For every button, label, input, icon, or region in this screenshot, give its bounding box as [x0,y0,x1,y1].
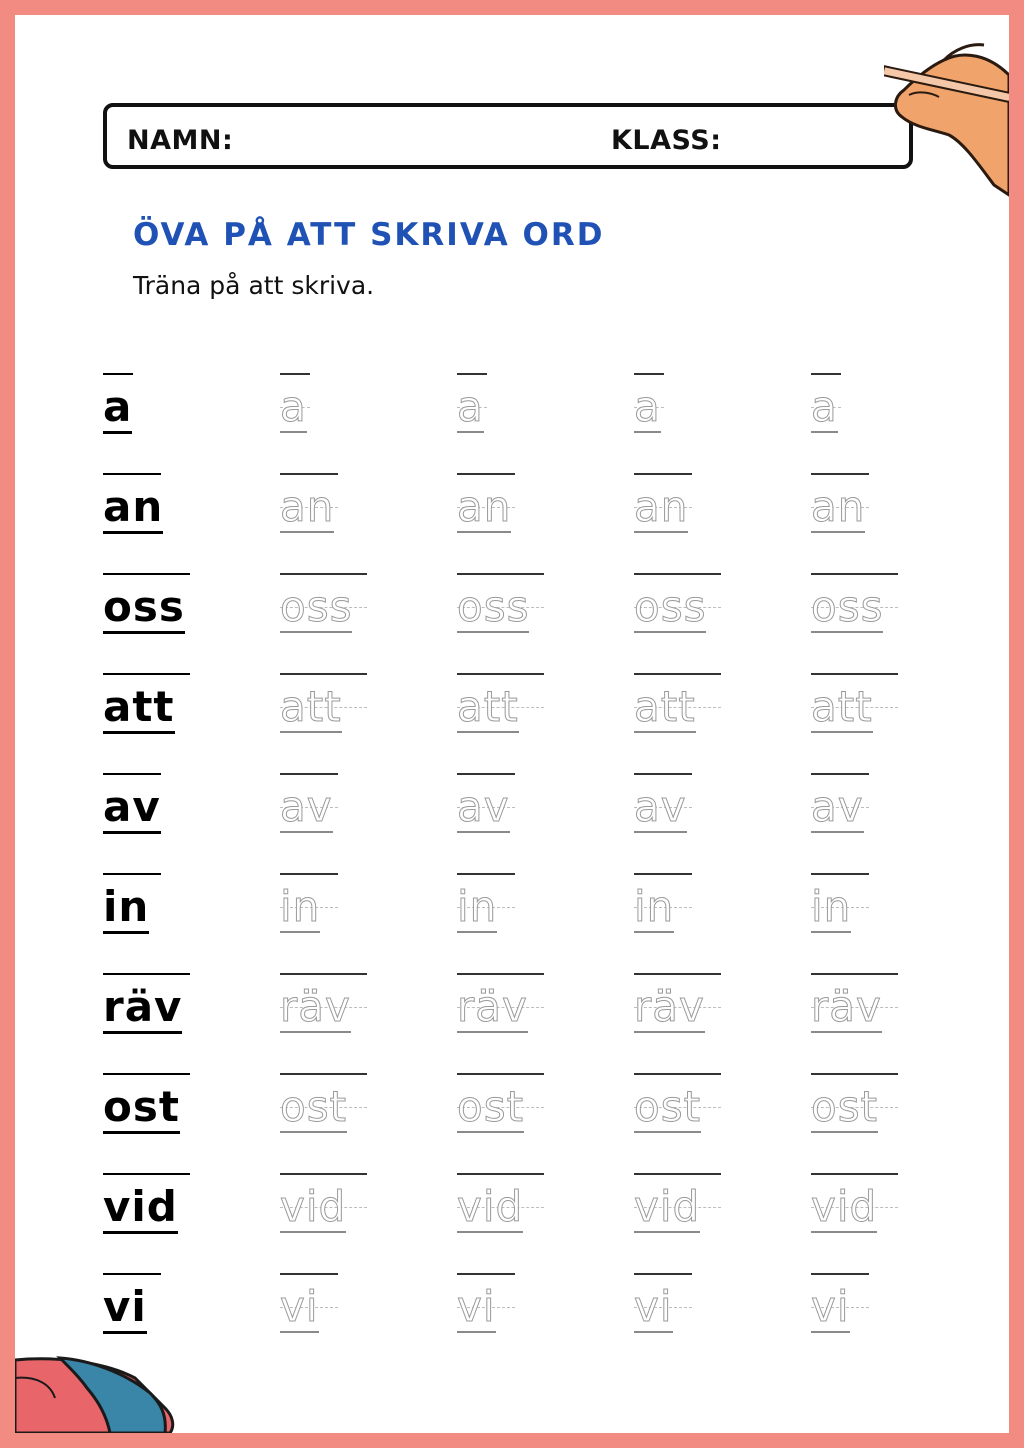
trace-word[interactable]: an [280,482,335,531]
trace-word[interactable]: ost [457,1082,525,1131]
trace-top-line [634,1073,721,1075]
trace-word[interactable]: ost [811,1082,879,1131]
trace-top-line [280,773,338,775]
trace-word[interactable]: oss [634,582,707,631]
trace-top-line [634,373,664,375]
trace-top-line [280,473,338,475]
trace-word[interactable]: in [634,882,675,931]
trace-word[interactable]: ost [280,1082,348,1131]
trace-word[interactable]: vi [280,1282,319,1331]
model-word: räv [103,983,182,1034]
trace-word[interactable]: vi [811,1282,850,1331]
model-top-line [103,1173,190,1175]
model-top-line [103,873,161,875]
trace-word[interactable]: av [457,782,510,831]
model-top-line [103,973,190,975]
trace-top-line [457,873,515,875]
trace-word[interactable]: räv [280,982,351,1031]
trace-top-line [634,673,721,675]
trace-word[interactable]: oss [457,582,530,631]
trace-word[interactable]: a [280,382,307,431]
trace-top-line [634,473,692,475]
worksheet-page [15,15,1009,1433]
trace-top-line [811,873,869,875]
trace-top-line [457,373,487,375]
trace-top-line [280,1173,367,1175]
trace-word[interactable]: att [811,682,873,731]
trace-word[interactable]: vid [811,1182,878,1231]
trace-top-line [280,573,367,575]
model-word: an [103,483,163,534]
model-word: av [103,783,161,834]
trace-top-line [634,573,721,575]
trace-top-line [811,573,898,575]
instruction-text: Träna på att skriva. [133,271,375,300]
crayon-icon [15,1348,185,1433]
model-top-line [103,573,190,575]
model-word: a [103,383,132,434]
trace-word[interactable]: att [634,682,696,731]
trace-top-line [280,973,367,975]
trace-word[interactable]: vid [634,1182,701,1231]
trace-word[interactable]: an [634,482,689,531]
trace-top-line [811,473,869,475]
trace-top-line [811,673,898,675]
trace-top-line [280,673,367,675]
trace-top-line [457,1073,544,1075]
trace-top-line [811,973,898,975]
model-word: vid [103,1183,178,1234]
trace-word[interactable]: a [811,382,838,431]
trace-word[interactable]: vi [634,1282,673,1331]
hand-with-pencil-icon [884,35,1009,210]
trace-word[interactable]: oss [811,582,884,631]
trace-top-line [811,1073,898,1075]
model-word: vi [103,1283,147,1334]
trace-word[interactable]: a [457,382,484,431]
trace-top-line [457,1273,515,1275]
model-word: in [103,883,149,934]
trace-top-line [457,773,515,775]
trace-top-line [457,473,515,475]
worksheet-title: ÖVA PÅ ATT SKRIVA ORD [133,217,605,253]
trace-word[interactable]: av [634,782,687,831]
trace-top-line [634,1273,692,1275]
trace-top-line [457,973,544,975]
trace-word[interactable]: räv [811,982,882,1031]
trace-top-line [634,773,692,775]
trace-top-line [457,673,544,675]
name-class-box [103,103,913,169]
trace-top-line [811,1273,869,1275]
trace-word[interactable]: räv [634,982,705,1031]
trace-top-line [280,1273,338,1275]
trace-word[interactable]: in [457,882,498,931]
model-top-line [103,373,133,375]
model-top-line [103,1073,190,1075]
trace-top-line [280,1073,367,1075]
trace-top-line [634,873,692,875]
trace-top-line [280,873,338,875]
trace-word[interactable]: räv [457,982,528,1031]
name-label: NAMN: [127,125,234,156]
model-word: ost [103,1083,180,1134]
trace-top-line [634,1173,721,1175]
trace-word[interactable]: ost [634,1082,702,1131]
model-top-line [103,473,161,475]
trace-word[interactable]: att [280,682,342,731]
trace-top-line [811,773,869,775]
trace-word[interactable]: in [280,882,321,931]
trace-word[interactable]: a [634,382,661,431]
trace-top-line [457,1173,544,1175]
trace-top-line [634,973,721,975]
model-top-line [103,773,161,775]
trace-word[interactable]: an [457,482,512,531]
trace-word[interactable]: oss [280,582,353,631]
trace-word[interactable]: an [811,482,866,531]
trace-word[interactable]: vid [457,1182,524,1231]
trace-word[interactable]: att [457,682,519,731]
model-word: att [103,683,175,734]
model-word: oss [103,583,185,634]
trace-top-line [811,1173,898,1175]
trace-word[interactable]: av [811,782,864,831]
trace-top-line [457,573,544,575]
class-label: KLASS: [611,125,722,156]
model-top-line [103,673,190,675]
trace-word[interactable]: av [280,782,333,831]
trace-top-line [280,373,310,375]
trace-word[interactable]: in [811,882,852,931]
trace-word[interactable]: vid [280,1182,347,1231]
trace-top-line [811,373,841,375]
trace-word[interactable]: vi [457,1282,496,1331]
model-top-line [103,1273,161,1275]
